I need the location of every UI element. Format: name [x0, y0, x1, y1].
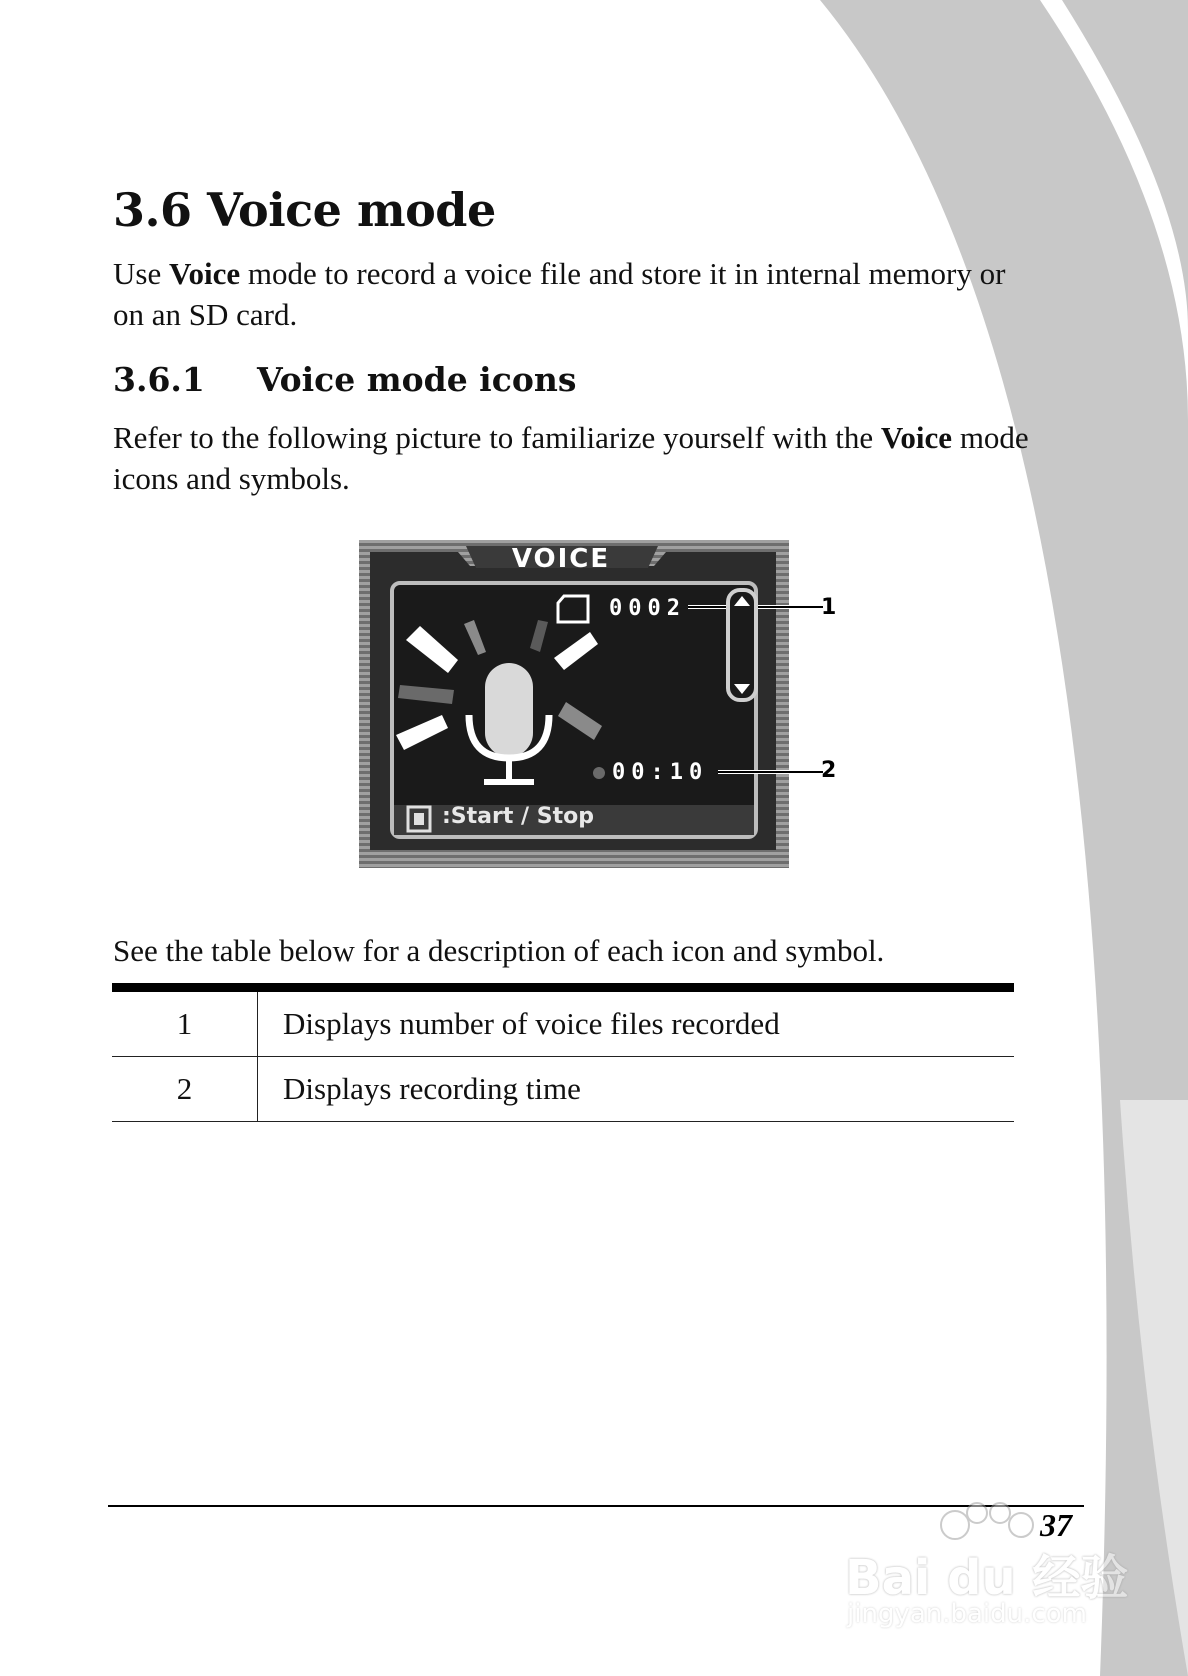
row-description: Displays recording time: [258, 1057, 1015, 1122]
callout-2: 2: [821, 758, 837, 783]
subsection-heading: [113, 360, 576, 399]
row-number: 2: [112, 1057, 258, 1122]
row-number: 1: [112, 988, 258, 1057]
table-row: [112, 1057, 1014, 1122]
refer-paragraph: Refer to the following picture to familiarize yourself with the Voice mode icons and symbols.: [113, 420, 1029, 496]
recording-time-readout: 00:10: [612, 760, 709, 785]
watermark-logo: Bai du 经验: [845, 1550, 1129, 1606]
start-stop-label: :Start / Stop: [442, 804, 594, 829]
section-title: 3.6 Voice mode: [113, 183, 496, 237]
watermark-url: jingyan.baidu.com: [847, 1599, 1087, 1629]
page-number: 37: [1040, 1507, 1072, 1543]
scroll-bar: [728, 590, 756, 700]
subsection-title: Voice mode icons: [257, 360, 577, 399]
baidu-watermark: [835, 1495, 1135, 1635]
table-intro: See the table below for a description of each icon and symbol.: [113, 933, 885, 968]
intro-paragraph: Use Voice mode to record a voice file and store it in internal memory or on an SD card.: [113, 256, 1006, 332]
table-row: [112, 988, 1014, 1057]
file-count-readout: 0002: [609, 596, 686, 621]
icon-description-table: [112, 983, 1014, 1122]
mode-title: VOICE: [511, 544, 611, 574]
callout-1: 1: [821, 595, 837, 620]
voice-mode-screen: [358, 540, 848, 868]
subsection-number: 3.6.1: [113, 360, 205, 399]
row-description: Displays number of voice files recorded: [258, 988, 1015, 1057]
